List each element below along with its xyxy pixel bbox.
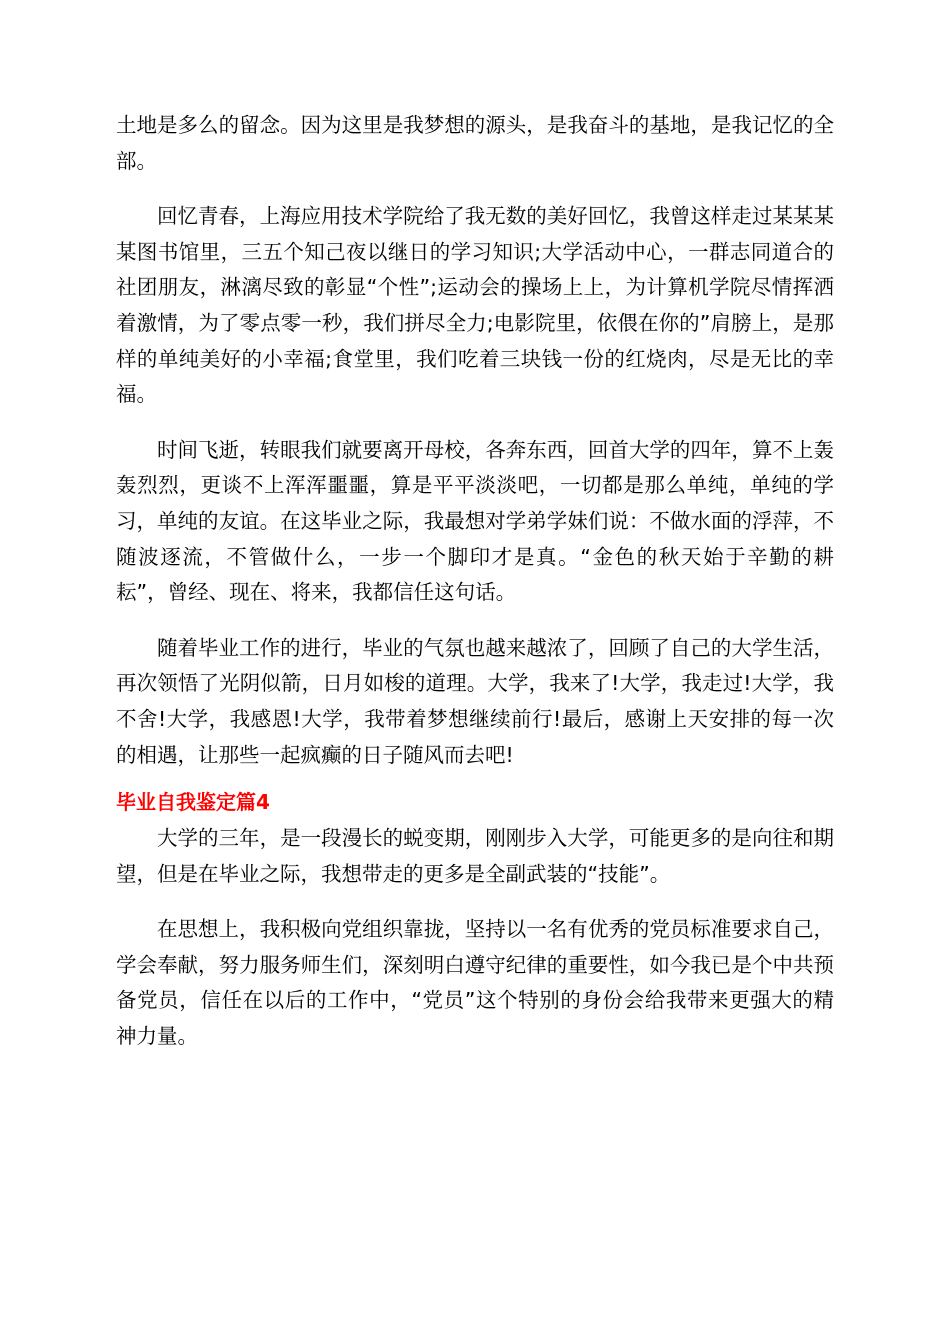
section-heading: 毕业自我鉴定篇4: [116, 790, 270, 815]
paragraph-graduation: 随着毕业工作的进行，毕业的气氛也越来越浓了，回顾了自己的大学生活，再次领悟了光阴似箭，日月如梭的道理。大学，我来了!大学，我走过!大学，我不舍!大学，我感恩!大学，我带着梦想继续前行!最后，感谢上天安排的每一次的相遇，让那些一起疯癫的日子随风而去吧!: [116, 635, 834, 767]
paragraph-time-flies: 时间飞逝，转眼我们就要离开母校，各奔东西，回首大学的四年，算不上轰轰烈烈，更谈不上浑浑噩噩，算是平平淡淡吧，一切都是那么单纯，单纯的学习，单纯的友谊。在这毕业之际，我最想对学弟学妹们说：不做水面的浮萍，不随波逐流，不管做什么，一步一个脚印才是真。“金色的秋天始于辛勤的耕耘”，曾经、现在、将来，我都信任这句话。: [116, 437, 834, 605]
paragraph-memories: 回忆青春，上海应用技术学院给了我无数的美好回忆，我曾这样走过某某某某图书馆里，三五个知己夜以继日的学习知识;大学活动中心，一群志同道合的社团朋友，淋漓尽致的彰显“个性”;运动会的操场上上，为计算机学院尽情挥洒着激情，为了零点零一秒，我们拼尽全力;电影院里，依偎在你的”肩膀上，是那样的单纯美好的小幸福;食堂里，我们吃着三块钱一份的红烧肉，尽是无比的幸福。: [116, 204, 834, 407]
document-body: [116, 108, 834, 1075]
paragraph-three-years: 大学的三年，是一段漫长的蜕变期，刚刚步入大学，可能更多的是向往和期望，但是在毕业之际，我想带走的更多是全副武装的“技能”。: [116, 826, 834, 886]
paragraph-continuation: 土地是多么的留念。因为这里是我梦想的源头，是我奋斗的基地，是我记忆的全部。: [116, 113, 834, 173]
paragraph-ideology: 在思想上，我积极向党组织靠拢，坚持以一名有优秀的党员标准要求自己，学会奉献，努力服务师生们，深刻明白遵守纪律的重要性，如今我已是个中共预备党员，信任在以后的工作中，“党员”这个特别的身份会给我带来更强大的精神力量。: [116, 917, 834, 1049]
